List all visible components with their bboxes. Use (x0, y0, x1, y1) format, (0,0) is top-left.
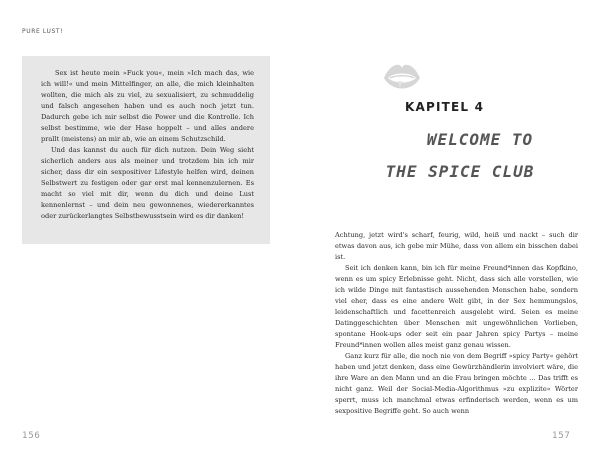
body-paragraph: Seit ich denken kann, bin ich für meine Freund*innen das Kopfkino, wenn es um spicy Erlebnisse geht. Nicht, dass sich alle vorstellen, wie ich wilde Dinge mit fantastisch aussehenden Menschen habe, sondern viel eher, dass es eine andere Welt gibt, in der Sex hemmungslos, leidenschaftlich und facettenreich ausgelebt wird. Seien es meine Datinggeschichten über Menschen mit ungewöhnlichen Vorlieben, spontane Hook-ups oder seit ein paar Jahren spicy Partys – meine Freund*innen wollen alles meist ganz genau wissen. (335, 264, 578, 349)
page-number-left: 156 (22, 431, 41, 441)
chapter-label: KAPITEL 4 (405, 100, 485, 114)
highlight-box (22, 56, 270, 244)
chapter-title-line-2: THE SPICE CLUB (385, 162, 535, 181)
lips-icon (380, 58, 424, 98)
highlight-paragraph: Sex ist heute mein »Fuck you«, mein »Ich mach das, wie ich will!« und mein Mittelfinger, an alle, die mich kleinhalten wollten, die mich als zu viel, zu sexualisiert, zu schmuddelig und falsch angesehen haben und es auch noch jetzt tun. Dadurch gebe ich mir selbst die Power und die Kontrolle. Ich selbst bestimme, wie der Hase hoppelt – und alles andere prallt (meistens) an mir ab, wie an einem Schutzschild. (41, 69, 254, 143)
highlight-paragraph: Und das kannst du auch für dich nutzen. Dein Weg sieht sicherlich anders aus als meiner und trotzdem bin ich mir sicher, dass dir ein sexpositiver Lifestyle helfen wird, deinen Selbstwert zu festigen oder gar erst mal kennenzulernen. Es macht so viel mit dir, wenn du dich und deine Lust kennenlernst – und dein neu gewonnenes, wiedererkanntes oder zurückerlangtes Selbstbewusstsein wird es dir danken! (41, 146, 254, 220)
page-number-right: 157 (552, 431, 571, 441)
body-paragraph: Achtung, jetzt wird's scharf, feurig, wild, heiß und nackt – such dir etwas davon aus, ich gebe mir Mühe, dass von allem ein bisschen dabei ist. (335, 231, 578, 261)
body-paragraph: Ganz kurz für alle, die noch nie von dem Begriff »spicy Party« gehört haben und jetzt denken, dass eine Gewürzhändlerin involviert wäre, die ihre Ware an den Mann und an die Frau bringen möchte … Das trifft es nicht ganz. Weil der Social-Media-Algorithmus »zu explizite« Wörter sperrt, muss ich manchmal etwas erfinderisch werden, wenn es um sexpositive Begriffe geht. So auch wenn (335, 352, 578, 415)
running-head: PURE LUST! (22, 28, 64, 35)
chapter-title-line-1: WELCOME TO (426, 130, 534, 149)
chapter-body (335, 230, 578, 417)
